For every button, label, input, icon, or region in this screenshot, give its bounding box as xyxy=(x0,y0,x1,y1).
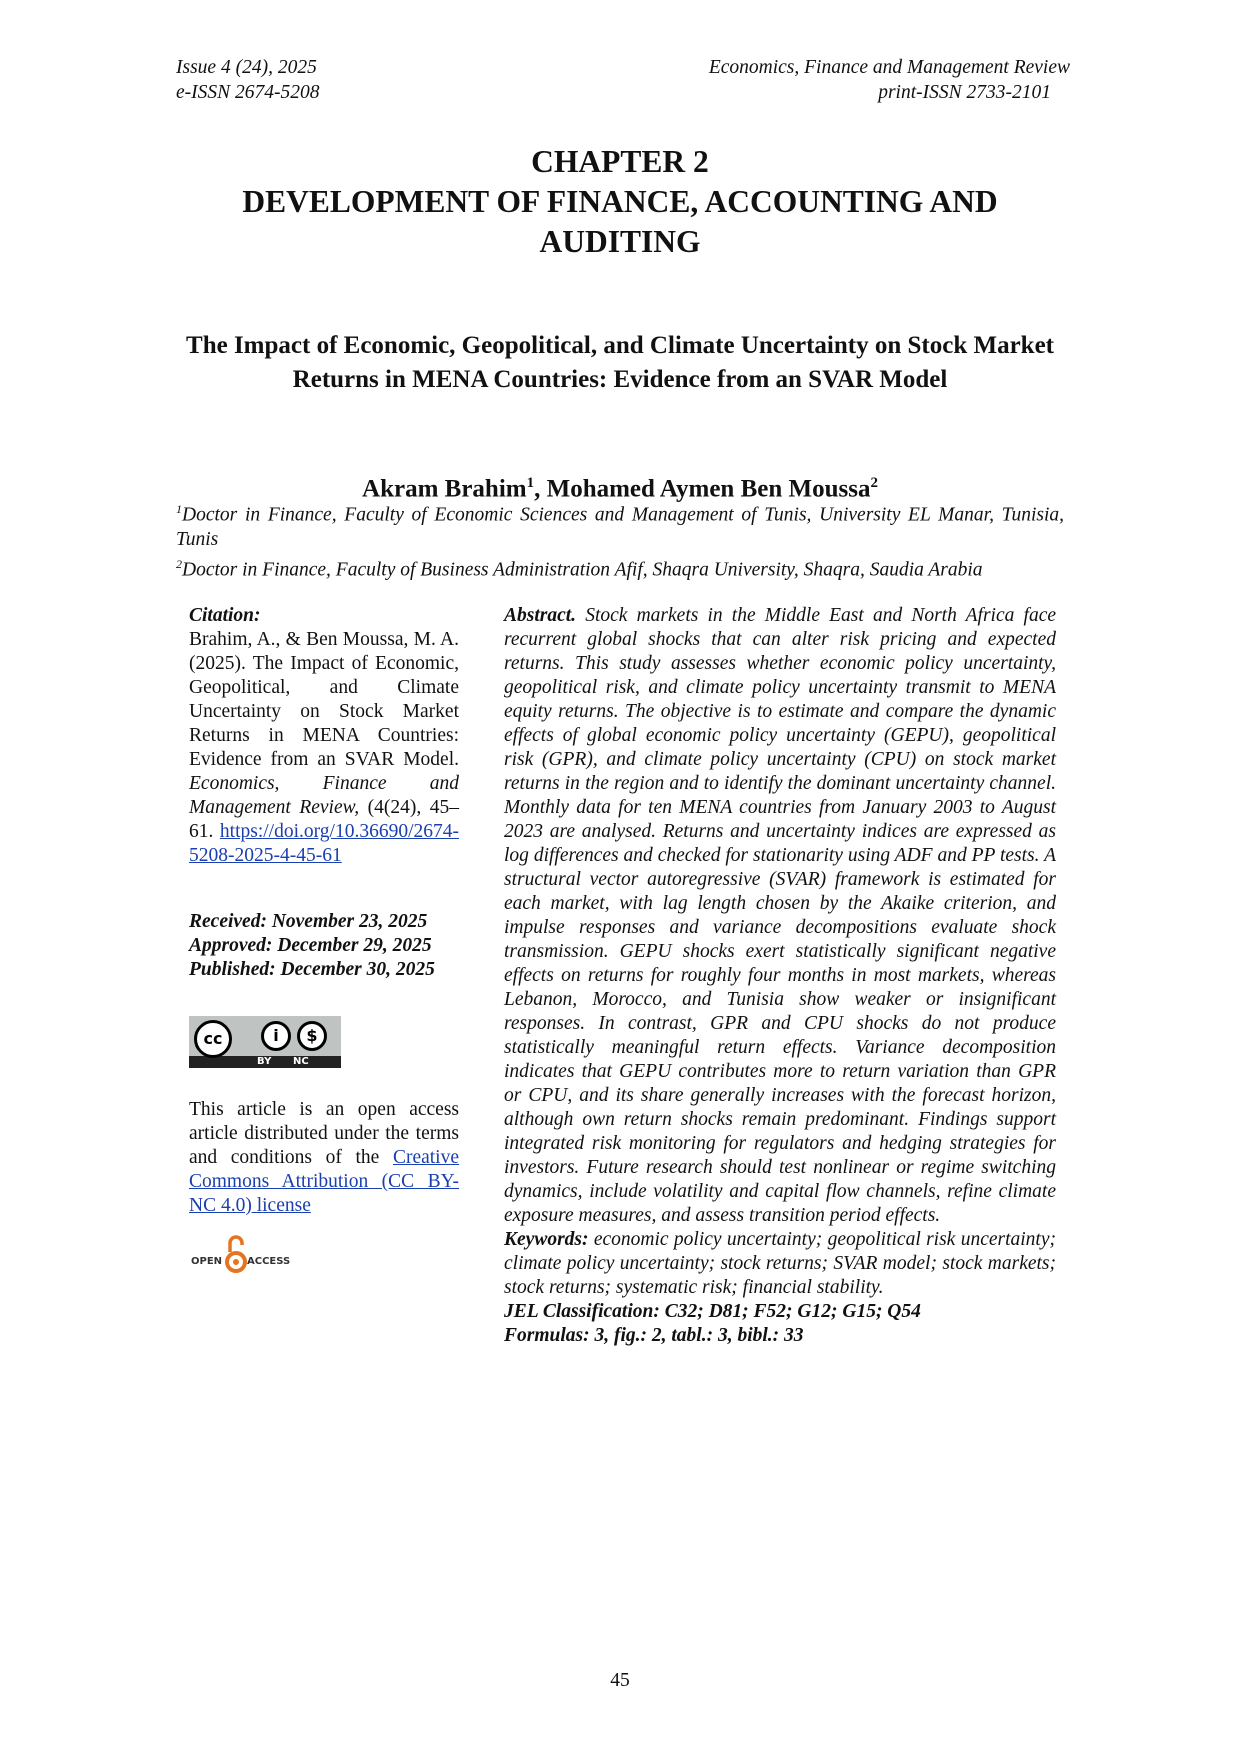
chapter-heading xyxy=(176,142,1064,262)
noncommercial-icon: $ xyxy=(297,1021,327,1051)
keywords-text: economic policy uncertainty; geopolitical risk uncertainty; climate policy uncertainty; stock returns; SVAR model; stock markets; stock returns; systematic risk; financial stability. xyxy=(504,1229,1056,1298)
cc-by-label: BY xyxy=(257,1056,272,1067)
issue-label: Issue 4 (24), 2025 xyxy=(176,57,317,78)
license-link[interactable]: Creative Commons Attribution (CC BY-NC 4.0) license xyxy=(189,1147,460,1216)
published-date: Published: December 30, 2025 xyxy=(189,959,435,980)
dates-block xyxy=(189,910,459,982)
access-word: ACCESS xyxy=(247,1256,291,1267)
abstract xyxy=(504,604,1056,1228)
citation-label: Citation: xyxy=(189,605,261,626)
jel-classification: JEL Classification: C32; D81; F52; G12; G15; Q54 xyxy=(504,1301,921,1322)
sidebar xyxy=(189,604,459,1278)
author-1-sup: 1 xyxy=(526,475,535,491)
affiliation-1: $^1$Doctor in Finance, Faculty of Economic Sciences and Management of Tunis, University EL Manar, Tunisia, Tunis xyxy=(176,502,1064,550)
affiliation-1-sup: 1 xyxy=(176,502,182,516)
header-right xyxy=(620,55,1070,105)
author-1: Akram Brahim xyxy=(362,475,527,503)
citation-pages: (4(24), 45–61. xyxy=(189,797,459,842)
author-2-sup: 2 xyxy=(870,475,878,491)
affiliations xyxy=(176,497,1064,582)
eissn-label: e-ISSN 2674-5208 xyxy=(176,82,320,103)
header-left xyxy=(176,55,320,105)
pissn-label: print-ISSN 2733-2101 xyxy=(878,82,1051,103)
license-text: This article is an open access article distributed under the terms and conditions of the Creative Commons Attribution (CC BY-NC 4.0) license xyxy=(189,1099,460,1216)
page-number: 45 xyxy=(610,1670,630,1691)
formulas-count: Formulas: 3, fig.: 2, tabl.: 3, bibl.: 33 xyxy=(504,1325,804,1346)
approved-date: Approved: December 29, 2025 xyxy=(189,935,432,956)
author-2: Mohamed Aymen Ben Moussa xyxy=(546,475,871,503)
citation-journal: Economics, Finance and Management Review, xyxy=(189,773,459,818)
abstract-text: Stock markets in the Middle East and North Africa face recurrent global shocks that can alter risk pricing and expected returns. This study assesses whether economic policy uncertainty, geopolitical risk, and climate policy uncertainty transmit to MENA equity returns. The objective is to estimate and compare the dynamic effects of global economic policy uncertainty (GEPU), geopolitical risk (GPR), and climate policy uncertainty (CPU) on stock market returns in the region and to identify the dominant uncertainty channel. Monthly data for ten MENA countries from January 2003 to August 2023 are analysed. Returns and uncertainty indices are expressed as log differences and checked for stationarity using ADF and PP tests. A structural vector autoregressive (SVAR) framework is estimated for each market, with lag length chosen by the Akaike criterion, and impulse responses and variance decompositions evaluate shock transmission. GEPU shocks exert statistically significant negative effects on returns for roughly four months in most markets, whereas Lebanon, Morocco, and Tunisia show weaker or insignificant responses. In contrast, GPR and CPU shocks do not produce statistically meaningful return effects. Variance decomposition indicates that GEPU contributes more to return variation than GPR or CPU, and its share generally increases with the forecast horizon, although own return shocks remain predominant. Findings support integrated risk monitoring for regulators and hedging strategies for investors. Future research should test nonlinear or regime switching dynamics, include volatility and capital flow channels, refine climate exposure measures, and assess transition period effects. xyxy=(504,605,1056,1226)
chapter-title: DEVELOPMENT OF FINANCE, ACCOUNTING AND AUDITING xyxy=(242,184,998,259)
keywords-label: Keywords: xyxy=(504,1229,589,1250)
citation-text: Brahim, A., & Ben Moussa, M. A. (2025). The Impact of Economic, Geopolitical, and Climate Uncertainty on Stock Market Returns in MENA Countries: Evidence from an SVAR Model. xyxy=(189,629,459,770)
author-separator: , xyxy=(534,475,547,503)
open-word: OPEN xyxy=(191,1256,223,1267)
cc-by-nc-badge-icon[interactable] xyxy=(189,1016,341,1068)
abstract-column xyxy=(504,604,1056,1348)
keywords xyxy=(504,1228,1056,1300)
open-access-logo xyxy=(189,1234,459,1278)
article-title: The Impact of Economic, Geopolitical, and Climate Uncertainty on Stock Market Returns in MENA Countries: Evidence from an SVAR Model xyxy=(186,332,1054,393)
chapter-number: CHAPTER 2 xyxy=(531,144,709,179)
citation xyxy=(189,628,459,868)
journal-name: Economics, Finance and Management Review xyxy=(708,57,1070,78)
attribution-icon: i xyxy=(261,1021,291,1051)
abstract-label: Abstract. xyxy=(504,605,577,626)
cc-nc-label: NC xyxy=(293,1056,309,1067)
cc-icon: cc xyxy=(194,1020,232,1058)
affiliation-2: $^2$Doctor in Finance, Faculty of Business Administration Afif, Shaqra University, Shaqra, Saudia Arabia xyxy=(176,556,983,580)
affiliation-2-sup: 2 xyxy=(176,556,182,571)
received-date: Received: November 23, 2025 xyxy=(189,911,428,932)
doi-link[interactable]: https://doi.org/10.36690/2674-5208-2025-4-45-61 xyxy=(189,821,459,866)
open-lock-icon xyxy=(225,1234,247,1274)
